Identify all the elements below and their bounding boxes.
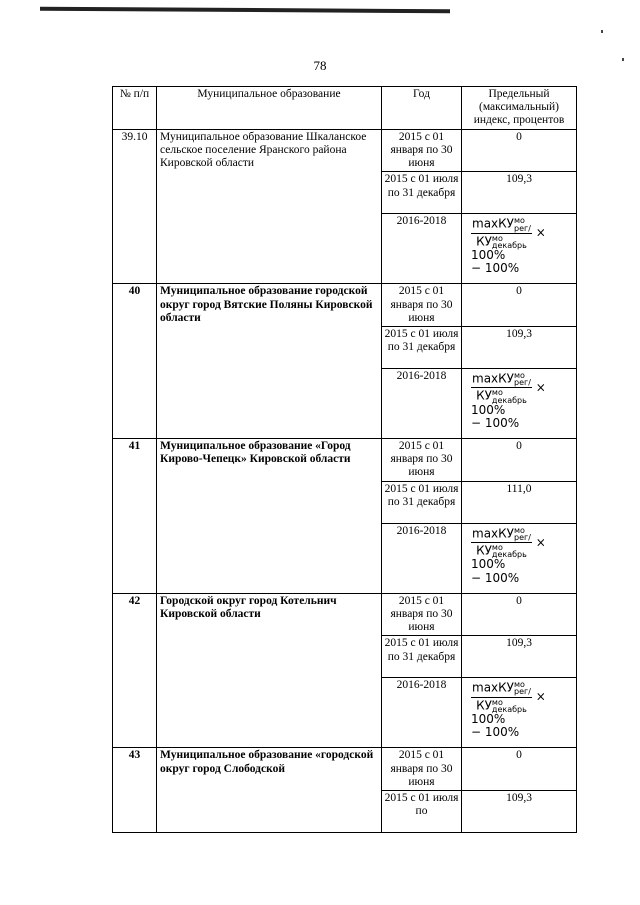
scan-top-line <box>40 7 450 14</box>
period-cell: 2015 с 01 января по 30 июня <box>382 748 462 791</box>
period-cell: 2015 с 01 января по 30 июня <box>382 129 462 172</box>
formula-minus: − 100% <box>471 261 520 276</box>
formula-minus: − 100% <box>471 570 520 585</box>
row-number: 40 <box>113 284 157 439</box>
index-value: 111,0 <box>462 481 577 523</box>
formula-den-sup: мо <box>491 233 503 243</box>
formula-num-base: maxКУ <box>472 526 514 541</box>
period-cell: 2015 с 01 января по 30 июня <box>382 284 462 327</box>
formula-den-base: КУ <box>476 234 492 249</box>
header-num: № п/п <box>113 87 157 130</box>
formula-num-base: maxКУ <box>472 680 514 695</box>
row-number: 39.10 <box>113 129 157 284</box>
formula-num-sub: рег/ <box>513 223 531 233</box>
formula-minus: − 100% <box>471 416 520 430</box>
row-number: 42 <box>113 593 157 748</box>
formula-den-sub: декабрь <box>491 704 527 714</box>
period-cell: 2015 с 01 июля по <box>382 790 462 832</box>
formula-den-sub: декабрь <box>491 550 527 560</box>
period-cell: 2015 с 01 июля по 31 декабря <box>382 172 462 214</box>
formula-den-sub: декабрь <box>491 240 527 250</box>
index-table <box>112 86 577 833</box>
formula-minus: − 100% <box>471 725 520 740</box>
period-cell: 2015 с 01 июля по 31 декабря <box>382 481 462 523</box>
table-body <box>113 129 577 832</box>
formula-num-base: maxКУ <box>472 371 514 386</box>
index-value: 0 <box>462 284 577 327</box>
municipality-name: Муниципальное образование городской округ город Вятские Поляны Кировской области <box>157 284 382 439</box>
index-formula <box>462 368 577 438</box>
formula-den-sup: мо <box>491 543 503 552</box>
period-cell: 2015 с 01 января по 30 июня <box>382 438 462 481</box>
formula-den-sub: декабрь <box>491 395 527 405</box>
formula-times: × 100% <box>471 380 546 417</box>
period-cell: 2015 с 01 июля по 31 декабря <box>382 636 462 678</box>
index-value: 0 <box>462 129 577 172</box>
formula-num-sup: мо <box>513 525 525 535</box>
table-row <box>113 129 577 172</box>
formula-num-base: maxКУ <box>472 217 514 231</box>
formula-num-sub: рег/ <box>513 687 531 697</box>
table-row <box>113 593 577 636</box>
index-value: 0 <box>462 438 577 481</box>
formula-den-sup: мо <box>491 388 503 398</box>
table-row <box>113 748 577 791</box>
period-cell: 2015 с 01 июля по 31 декабря <box>382 326 462 368</box>
formula-times: × 100% <box>471 689 546 727</box>
municipality-name: Муниципальное образование Шкаланское сельское поселение Яранского района Кировской области <box>157 129 382 284</box>
formula-den-base: КУ <box>476 698 492 713</box>
formula-num-sub: рег/ <box>513 532 531 542</box>
index-value: 0 <box>462 748 577 791</box>
row-number: 43 <box>113 748 157 833</box>
index-value: 109,3 <box>462 172 577 214</box>
formula-num-sub: рег/ <box>513 378 531 388</box>
period-cell: 2016-2018 <box>382 368 462 438</box>
period-cell: 2016-2018 <box>382 678 462 748</box>
index-value: 109,3 <box>462 326 577 368</box>
period-cell: 2016-2018 <box>382 523 462 593</box>
formula-times: × 100% <box>471 225 546 263</box>
index-formula <box>462 214 577 284</box>
formula-num-sup: мо <box>513 216 525 226</box>
period-cell: 2016-2018 <box>382 214 462 284</box>
formula-den-base: КУ <box>476 389 492 404</box>
page-number: 78 <box>313 58 327 73</box>
period-cell: 2015 с 01 января по 30 июня <box>382 593 462 636</box>
table-row <box>113 438 577 481</box>
formula-times: × 100% <box>471 534 546 572</box>
index-value: 0 <box>462 593 577 636</box>
table-row <box>113 284 577 327</box>
municipality-name: Муниципальное образование «Город Кирово-Чепецк» Кировской области <box>157 438 382 593</box>
index-formula <box>462 678 577 748</box>
formula-num-sup: мо <box>513 370 525 380</box>
municipality-name: Городской округ город Котельнич Кировской области <box>157 593 382 748</box>
formula-num-sup: мо <box>513 680 525 690</box>
index-value: 109,3 <box>462 790 577 832</box>
formula-den-base: КУ <box>476 543 492 558</box>
municipality-name: Муниципальное образование «городской округ город Слободской <box>157 748 382 833</box>
formula-den-sup: мо <box>491 697 503 707</box>
row-number: 41 <box>113 438 157 593</box>
scan-speck <box>601 30 603 33</box>
header-name: Муниципальное образование <box>157 87 382 130</box>
table-header-row <box>113 87 577 130</box>
index-value: 109,3 <box>462 636 577 678</box>
header-year: Год <box>382 87 462 130</box>
index-formula <box>462 523 577 593</box>
header-index: Предельный (максимальный) индекс, процентов <box>462 87 577 130</box>
